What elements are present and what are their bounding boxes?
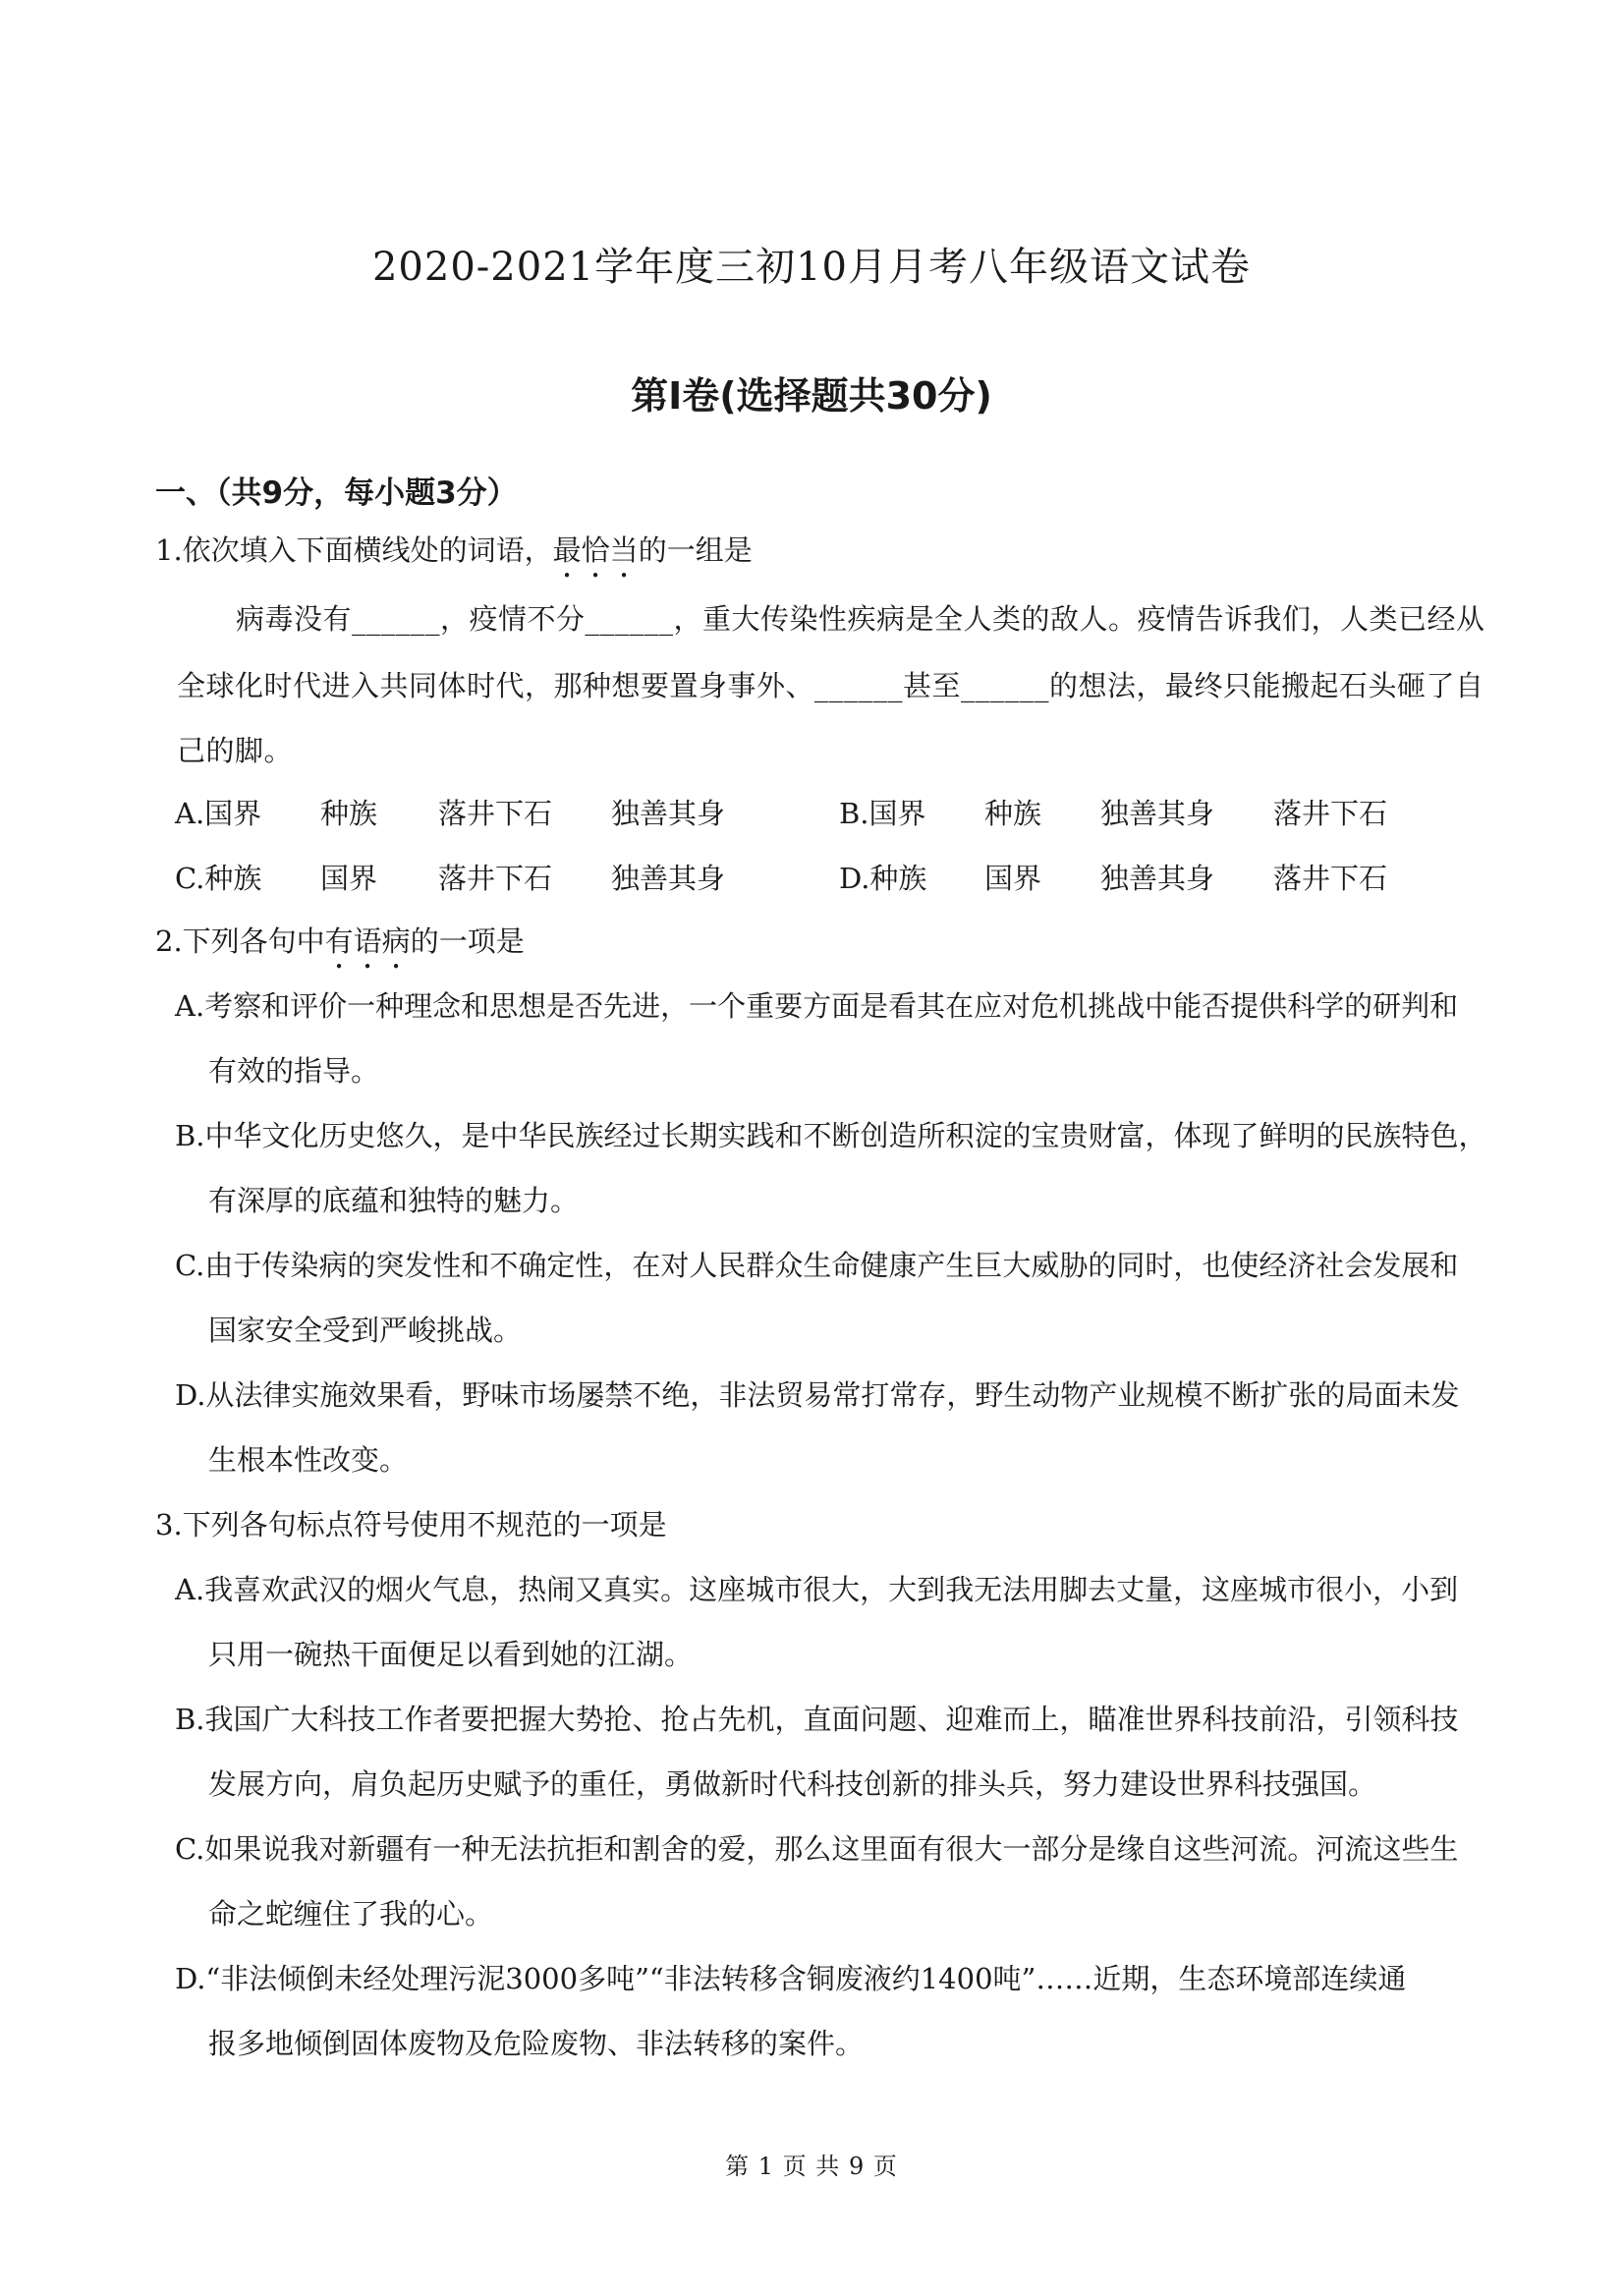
- question-3-option-d: D.“非法倾倒未经处理污泥3000多吨”“非法转移含铜废液约1400吨”……近期，生态环境部连续通: [175, 1962, 1407, 1995]
- question-3-option-d-cont: 报多地倾倒固体废物及危险废物、非法转移的案件。: [208, 2027, 865, 2060]
- option-word: C.种族: [175, 862, 262, 895]
- question-3-option-a-cont: 只用一碗热干面便足以看到她的江湖。: [208, 1638, 694, 1671]
- option-word: D.种族: [839, 862, 927, 895]
- question-1-passage-line: 病毒没有______，疫情不分______，重大传染性疾病是全人类的敌人。疫情告诉我们，人类已经从: [236, 602, 1485, 636]
- question-3-option-b-cont: 发展方向，肩负起历史赋予的重任，勇做新时代科技创新的排头兵，努力建设世界科技强国。: [208, 1767, 1377, 1801]
- question-2-option-d-cont: 生根本性改变。: [208, 1443, 409, 1477]
- option-word: 落井下石: [438, 862, 553, 895]
- question-2-option-a: A.考察和评价一种理念和思想是否先进，一个重要方面是看其在应对危机挑战中能否提供科学的研判和: [175, 989, 1459, 1023]
- question-2-option-b-cont: 有深厚的底蕴和独特的魅力。: [208, 1184, 580, 1217]
- question-3-option-b: B.我国广大科技工作者要把握大势抢、抢占先机，直面问题、迎难而上，瞄准世界科技前沿，引领科技: [175, 1703, 1459, 1736]
- question-3-option-c: C.如果说我对新疆有一种无法抗拒和割舍的爱，那么这里面有很大一部分是缘自这些河流。河流这些生: [175, 1832, 1459, 1866]
- option-word: 国界: [984, 862, 1042, 895]
- question-3-stem: 3.下列各句标点符号使用不规范的一项是: [155, 1508, 667, 1541]
- emphasis-text: 最恰当: [552, 533, 639, 567]
- option-word: 独善其身: [611, 797, 726, 830]
- question-2-option-d: D.从法律实施效果看，野味市场屡禁不绝，非法贸易常打常存，野生动物产业规模不断扩张的局面未发: [175, 1378, 1460, 1412]
- section-heading: 一、（共9分，每小题3分）: [155, 476, 518, 511]
- option-word: 种族: [984, 797, 1042, 830]
- option-word: 落井下石: [1273, 797, 1388, 830]
- option-word: B.国界: [839, 797, 926, 830]
- question-1-stem: 1.依次填入下面横线处的词语，最恰当的一组是: [155, 533, 753, 567]
- question-1-passage-line: 全球化时代进入共同体时代，那种想要置身事外、______甚至______的想法，最终只能搬起石头砸了自: [177, 669, 1484, 702]
- question-3-option-c-cont: 命之蛇缠住了我的心。: [208, 1897, 494, 1931]
- option-word: 独善其身: [1100, 797, 1215, 830]
- volume-heading: 第Ⅰ卷(选择题共30分): [631, 374, 992, 418]
- question-2-option-c-cont: 国家安全受到严峻挑战。: [208, 1314, 523, 1347]
- option-word: 独善其身: [1100, 862, 1215, 895]
- option-word: 种族: [320, 797, 378, 830]
- option-word: 国界: [320, 862, 378, 895]
- option-word: A.国界: [175, 797, 262, 830]
- question-2-option-b: B.中华文化历史悠久，是中华民族经过长期实践和不断创造所积淀的宝贵财富，体现了鲜明的民族特色，: [175, 1119, 1487, 1152]
- question-2-option-a-cont: 有效的指导。: [208, 1054, 380, 1088]
- page-number: 第 1 页 共 9 页: [725, 2153, 898, 2180]
- option-word: 落井下石: [1273, 862, 1388, 895]
- option-word: 独善其身: [611, 862, 726, 895]
- option-word: 落井下石: [438, 797, 553, 830]
- question-2-option-c: C.由于传染病的突发性和不确定性，在对人民群众生命健康产生巨大威胁的同时，也使经济社会发展和: [175, 1249, 1459, 1282]
- emphasis-text: 有语病: [324, 924, 411, 958]
- question-2-stem: 2.下列各句中有语病的一项是: [155, 924, 525, 958]
- question-1-passage-line: 己的脚。: [177, 734, 294, 767]
- question-3-option-a: A.我喜欢武汉的烟火气息，热闹又真实。这座城市很大，大到我无法用脚去丈量，这座城市很小，小到: [175, 1573, 1459, 1606]
- exam-title: 2020-2021学年度三初10月月考八年级语文试卷: [371, 245, 1251, 290]
